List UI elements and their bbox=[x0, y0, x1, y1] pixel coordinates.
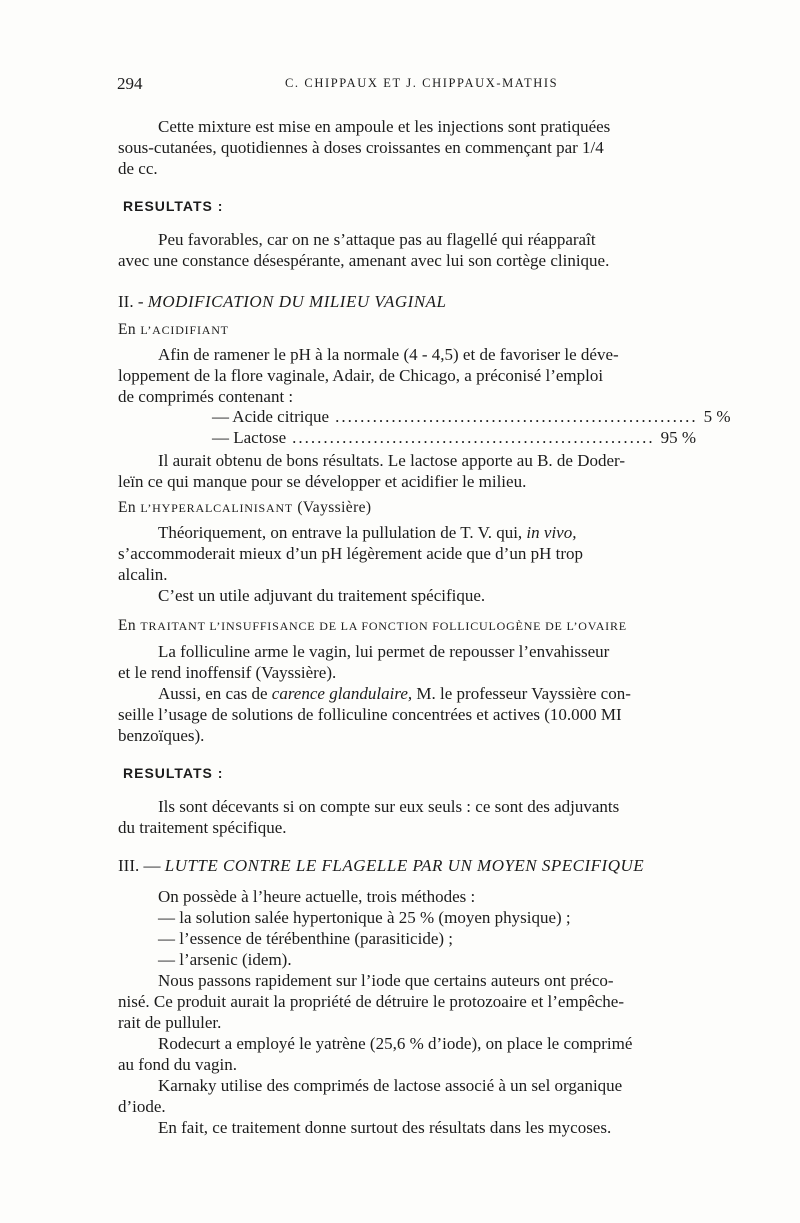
recipe-value: 5 % bbox=[703, 407, 731, 426]
section-heading bbox=[118, 856, 644, 876]
subsection-lead: En bbox=[118, 617, 137, 634]
list-item: — la solution salée hypertonique à 25 % (moyen physique) ; bbox=[158, 908, 571, 927]
running-title: C. CHIPPAUX ET J. CHIPPAUX-MATHIS bbox=[285, 76, 559, 90]
list-item: — l’arsenic (idem). bbox=[158, 950, 292, 969]
subsection-heading bbox=[118, 499, 371, 517]
section-title: MODIFICATION DU MILIEU VAGINAL bbox=[147, 292, 447, 311]
leader-dots: .......................................................... bbox=[335, 407, 698, 426]
results-line: Ils sont décevants si on compte sur eux seuls : ce sont des adjuvants bbox=[158, 797, 620, 816]
paragraph-line: s’accommoderait mieux d’un pH légèrement acide que d’un pH trop bbox=[118, 544, 583, 563]
paragraph-line: et le rend inoffensif (Vayssière). bbox=[118, 663, 337, 682]
paragraph-line bbox=[158, 683, 631, 704]
italic-run: in vivo, bbox=[526, 523, 577, 542]
recipe-row bbox=[212, 427, 697, 448]
subsection-lead: En bbox=[118, 499, 137, 516]
intro-line: sous-cutanées, quotidiennes à doses croissantes en commençant par 1/4 bbox=[118, 138, 604, 157]
recipe-row bbox=[212, 406, 731, 427]
results-line: Peu favorables, car on ne s’attaque pas au flagellé qui réapparaît bbox=[158, 230, 596, 249]
subsection-note: (Vayssière) bbox=[297, 499, 372, 516]
paragraph-line: C’est un utile adjuvant du traitement spécifique. bbox=[158, 586, 486, 605]
results-line: du traitement spécifique. bbox=[118, 818, 287, 837]
recipe-item: — Acide citrique bbox=[212, 407, 330, 426]
paragraph-line: de comprimés contenant : bbox=[118, 387, 294, 406]
italic-run: carence glandulaire, bbox=[271, 684, 413, 703]
section-number: III. — bbox=[118, 856, 161, 875]
paragraph-line: Afin de ramener le pH à la normale (4 - 4,5) et de favoriser le déve- bbox=[158, 345, 619, 364]
paragraph-line: Il aurait obtenu de bons résultats. Le lactose apporte au B. de Doder- bbox=[158, 451, 626, 470]
paragraph-line: alcalin. bbox=[118, 565, 168, 584]
paragraph-line: d’iode. bbox=[118, 1097, 166, 1116]
paragraph-line: benzoïques). bbox=[118, 726, 205, 745]
paragraph-line: nisé. Ce produit aurait la propriété de détruire le protozoaire et l’empêche- bbox=[118, 992, 624, 1011]
paragraph-line: Nous passons rapidement sur l’iode que certains auteurs ont préco- bbox=[158, 971, 614, 990]
section-title: LUTTE CONTRE LE FLAGELLE PAR UN MOYEN SPECIFIQUE bbox=[164, 856, 645, 875]
subsection-title: L’ACIDIFIANT bbox=[140, 323, 229, 337]
recipe-item: — Lactose bbox=[212, 428, 287, 447]
paragraph-line: Karnaky utilise des comprimés de lactose associé à un sel organique bbox=[158, 1076, 623, 1095]
paragraph-line: Rodecurt a employé le yatrène (25,6 % d’iode), on place le comprimé bbox=[158, 1034, 633, 1053]
section-number: II. - bbox=[118, 292, 144, 311]
paragraph-line: La folliculine arme le vagin, lui permet de repousser l’envahisseur bbox=[158, 642, 610, 661]
text-run: Aussi, en cas de bbox=[158, 684, 268, 703]
section-heading bbox=[118, 292, 447, 312]
paragraph-line: leïn ce qui manque pour se développer et acidifier le milieu. bbox=[118, 472, 527, 491]
paragraph-line: seille l’usage de solutions de folliculine concentrées et actives (10.000 MI bbox=[118, 705, 622, 724]
subsection-heading bbox=[118, 321, 229, 339]
paragraph-line: On possède à l’heure actuelle, trois méthodes : bbox=[158, 887, 476, 906]
paragraph-line: au fond du vagin. bbox=[118, 1055, 237, 1074]
text-run: Théoriquement, on entrave la pullulation de T. V. qui, bbox=[158, 523, 523, 542]
subsection-title: TRAITANT L’INSUFFISANCE DE LA FONCTION FOLLICULOGÈNE DE L’OVAIRE bbox=[140, 619, 627, 633]
intro-line: de cc. bbox=[118, 159, 158, 178]
paragraph-line: loppement de la flore vaginale, Adair, de Chicago, a préconisé l’emploi bbox=[118, 366, 604, 385]
results-heading: RESULTATS : bbox=[123, 765, 224, 781]
recipe-value: 95 % bbox=[660, 428, 697, 447]
paragraph-line: rait de pulluler. bbox=[118, 1013, 222, 1032]
list-item: — l’essence de térébenthine (parasiticide) ; bbox=[158, 929, 454, 948]
text-run: M. le professeur Vayssière con- bbox=[416, 684, 631, 703]
intro-line: Cette mixture est mise en ampoule et les injections sont pratiquées bbox=[158, 117, 611, 136]
paragraph-line: En fait, ce traitement donne surtout des résultats dans les mycoses. bbox=[158, 1118, 612, 1137]
page-number: 294 bbox=[117, 74, 143, 93]
subsection-lead: En bbox=[118, 321, 137, 338]
subsection-title: L’HYPERALCALINISANT bbox=[140, 501, 294, 515]
leader-dots: .......................................................... bbox=[292, 428, 655, 447]
results-heading: RESULTATS : bbox=[123, 198, 224, 214]
subsection-heading bbox=[118, 617, 627, 635]
results-line: avec une constance désespérante, amenant avec lui son cortège clinique. bbox=[118, 251, 610, 270]
paragraph-line bbox=[158, 522, 576, 543]
